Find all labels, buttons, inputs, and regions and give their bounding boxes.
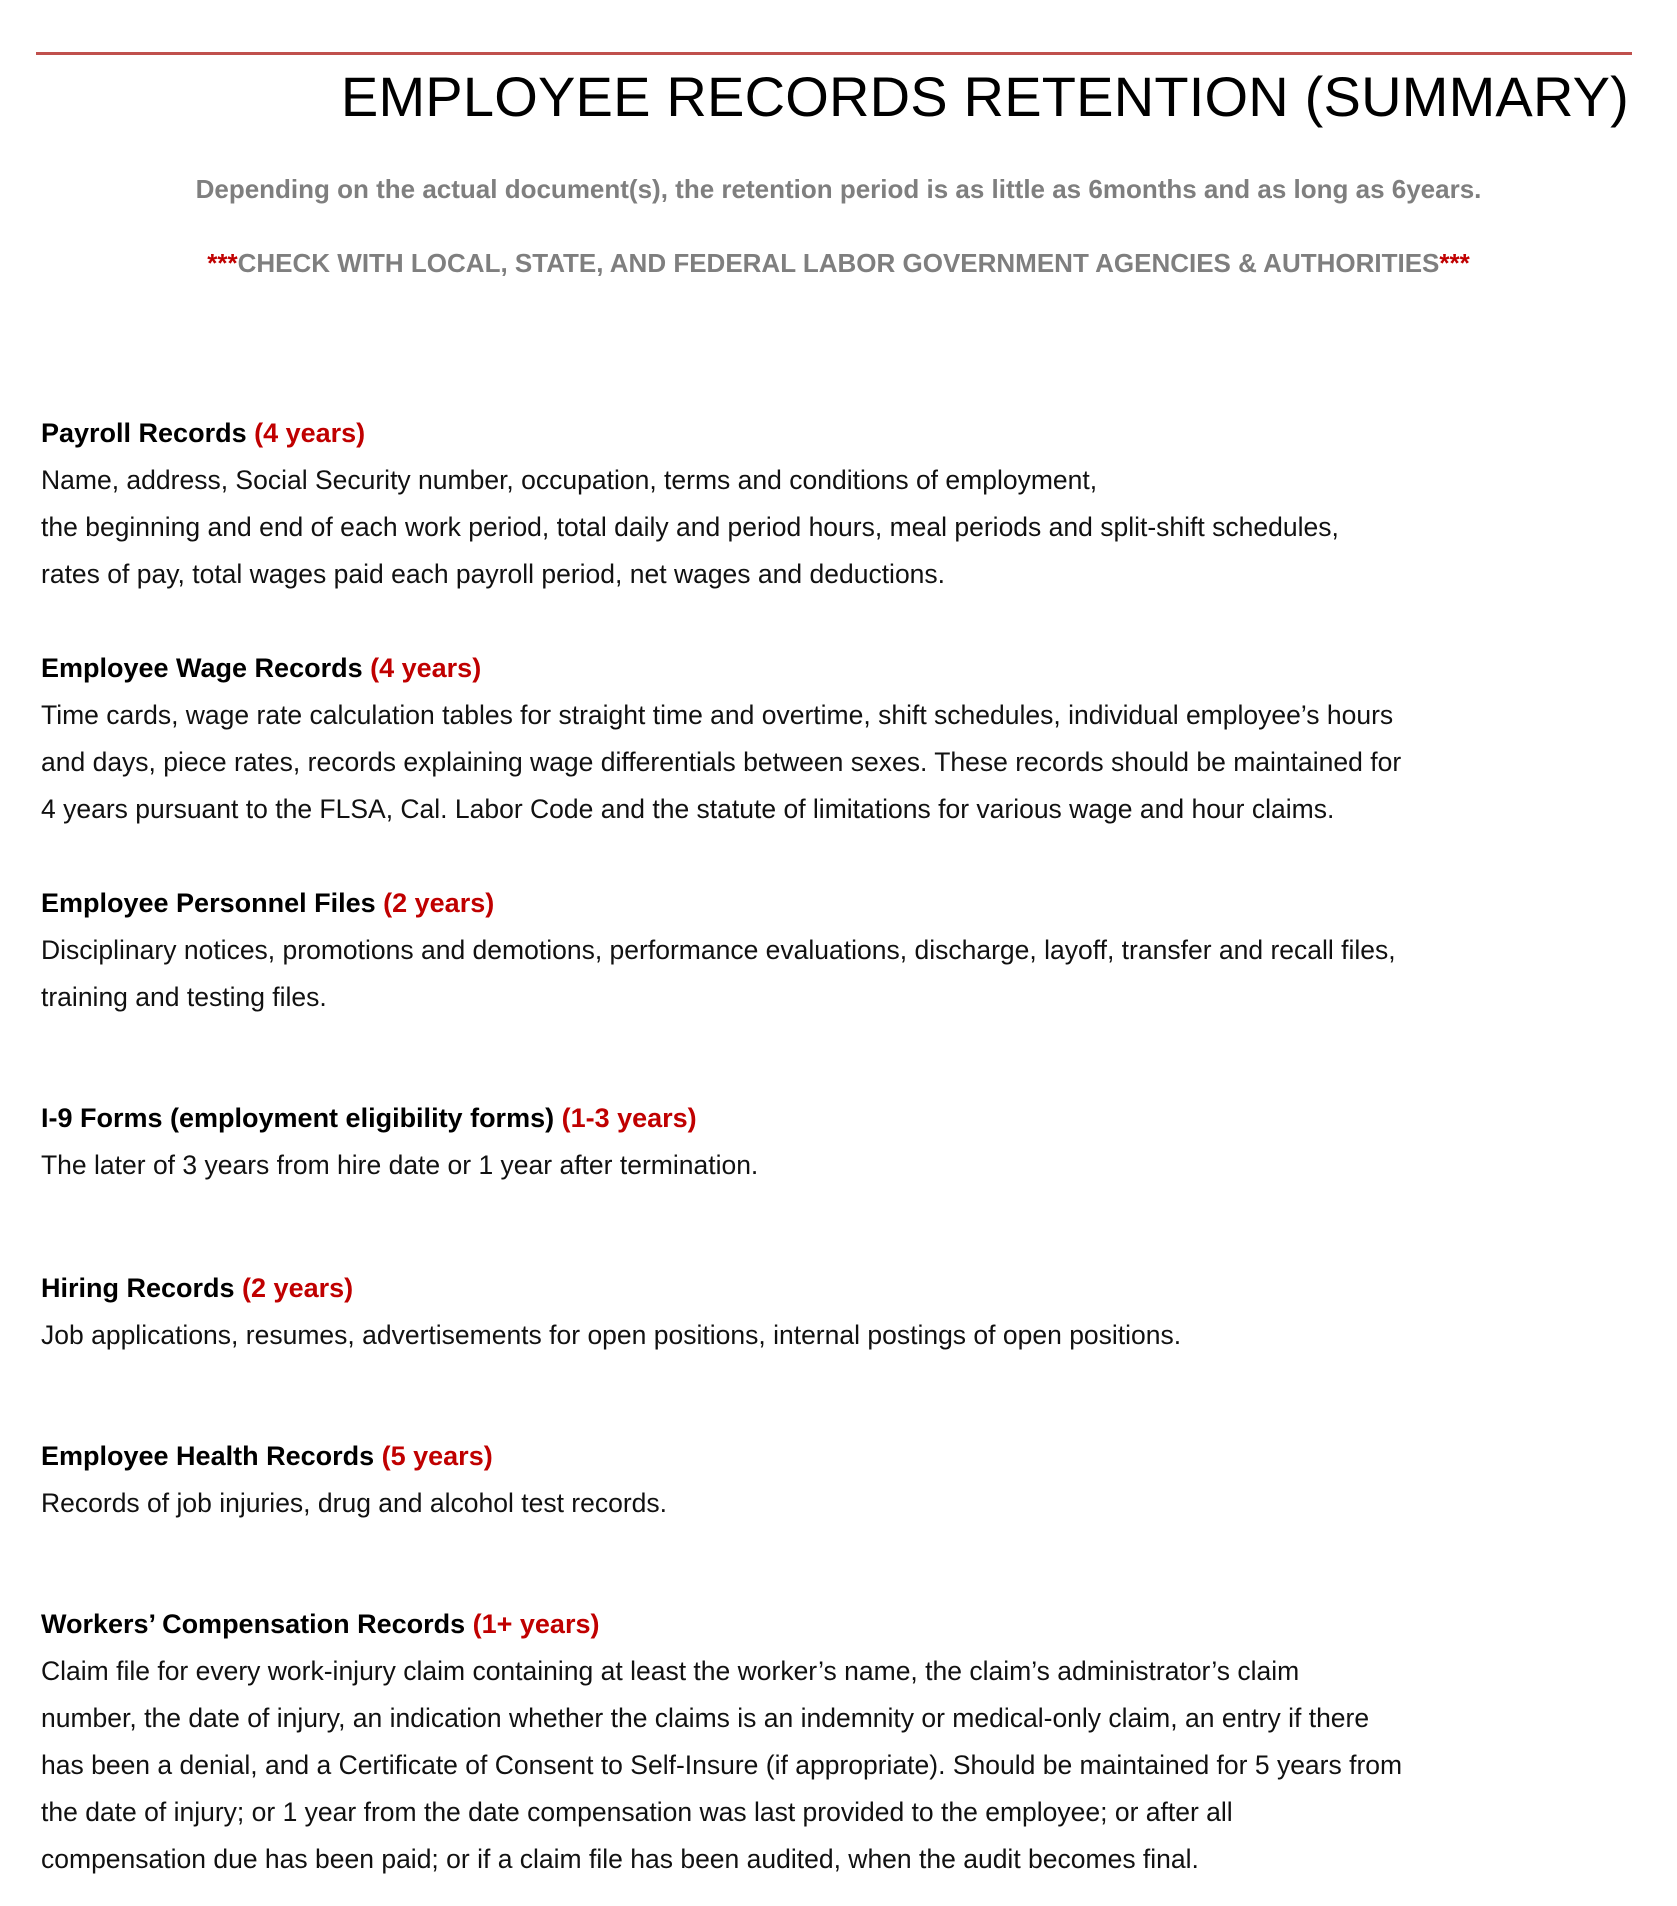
section-title: Employee Wage Records (41, 653, 371, 683)
section-heading (41, 645, 1641, 692)
retention-period: (1-3 years) (561, 1103, 697, 1133)
section-title: Employee Health Records (41, 1441, 382, 1471)
description-line: training and testing files. (41, 982, 327, 1012)
section-description (41, 1648, 1641, 1883)
description-line: 4 years pursuant to the FLSA, Cal. Labor Code and the statute of limitations for various wage and hour claims. (41, 794, 1335, 824)
description-line: Job applications, resumes, advertisements for open positions, internal postings of open positions. (41, 1320, 1182, 1350)
retention-period: (5 years) (381, 1441, 493, 1471)
description-line: compensation due has been paid; or if a claim file has been audited, when the audit becomes final. (41, 1844, 1199, 1874)
description-line: Time cards, wage rate calculation tables for straight time and overtime, shift schedules, individual employee’s hours (41, 700, 1394, 730)
section-title: Payroll Records (41, 418, 255, 448)
description-line: number, the date of injury, an indication whether the claims is an indemnity or medical-only claim, an entry if there (41, 1703, 1370, 1733)
document-title: EMPLOYEE RECORDS RETENTION (SUMMARY) (340, 65, 1629, 128)
description-line: Claim file for every work-injury claim containing at least the worker’s name, the claim’s administrator’s claim (41, 1656, 1300, 1686)
section-employee-wage-records (41, 645, 1641, 833)
section-heading (41, 1433, 1641, 1480)
section-description (41, 1480, 1641, 1527)
retention-period: (2 years) (242, 1273, 354, 1303)
section-title: Employee Personnel Files (41, 888, 384, 918)
description-line: the beginning and end of each work period, total daily and period hours, meal periods and split-shift schedules, (41, 512, 1339, 542)
description-line: and days, piece rates, records explaining wage differentials between sexes. These records should be maintained for (41, 747, 1402, 777)
section-employee-personnel-files (41, 880, 1641, 1021)
agency-check-notice (0, 248, 1677, 279)
retention-period: (4 years) (370, 653, 482, 683)
description-line: Name, address, Social Security number, occupation, terms and conditions of employment, (41, 465, 1098, 495)
notice-text: CHECK WITH LOCAL, STATE, AND FEDERAL LABOR GOVERNMENT AGENCIES & AUTHORITIES (237, 248, 1440, 278)
retention-period: (2 years) (383, 888, 495, 918)
retention-period: (4 years) (254, 418, 366, 448)
section-workers-compensation-records (41, 1601, 1641, 1883)
section-description (41, 1142, 1641, 1189)
section-hiring-records (41, 1265, 1641, 1359)
section-title: Workers’ Compensation Records (41, 1609, 473, 1639)
section-payroll-records (41, 410, 1641, 598)
section-heading (41, 410, 1641, 457)
section-description (41, 457, 1641, 598)
description-line: The later of 3 years from hire date or 1 year after termination. (41, 1150, 759, 1180)
section-title: Hiring Records (41, 1273, 243, 1303)
section-employee-health-records (41, 1433, 1641, 1527)
retention-range-note: Depending on the actual document(s), the retention period is as little as 6months and as long as 6years. (195, 174, 1482, 204)
description-line: rates of pay, total wages paid each payroll period, net wages and deductions. (41, 559, 946, 589)
section-description (41, 927, 1641, 1021)
description-line: Records of job injuries, drug and alcohol test records. (41, 1488, 668, 1518)
retention-period: (1+ years) (472, 1609, 600, 1639)
description-line: the date of injury; or 1 year from the date compensation was last provided to the employee; or after all (41, 1797, 1233, 1827)
section-i9-forms (41, 1095, 1641, 1189)
section-heading (41, 1265, 1641, 1312)
section-heading (41, 1601, 1641, 1648)
description-line: Disciplinary notices, promotions and demotions, performance evaluations, discharge, layoff, transfer and recall files, (41, 935, 1396, 965)
section-heading (41, 880, 1641, 927)
top-divider (36, 52, 1632, 55)
notice-stars-left: *** (207, 248, 238, 278)
section-description (41, 1312, 1641, 1359)
section-description (41, 692, 1641, 833)
section-heading (41, 1095, 1641, 1142)
section-title: I-9 Forms (employment eligibility forms) (41, 1103, 562, 1133)
notice-stars-right: *** (1439, 248, 1470, 278)
description-line: has been a denial, and a Certificate of Consent to Self-Insure (if appropriate). Should be maintained for 5 years from (41, 1750, 1403, 1780)
